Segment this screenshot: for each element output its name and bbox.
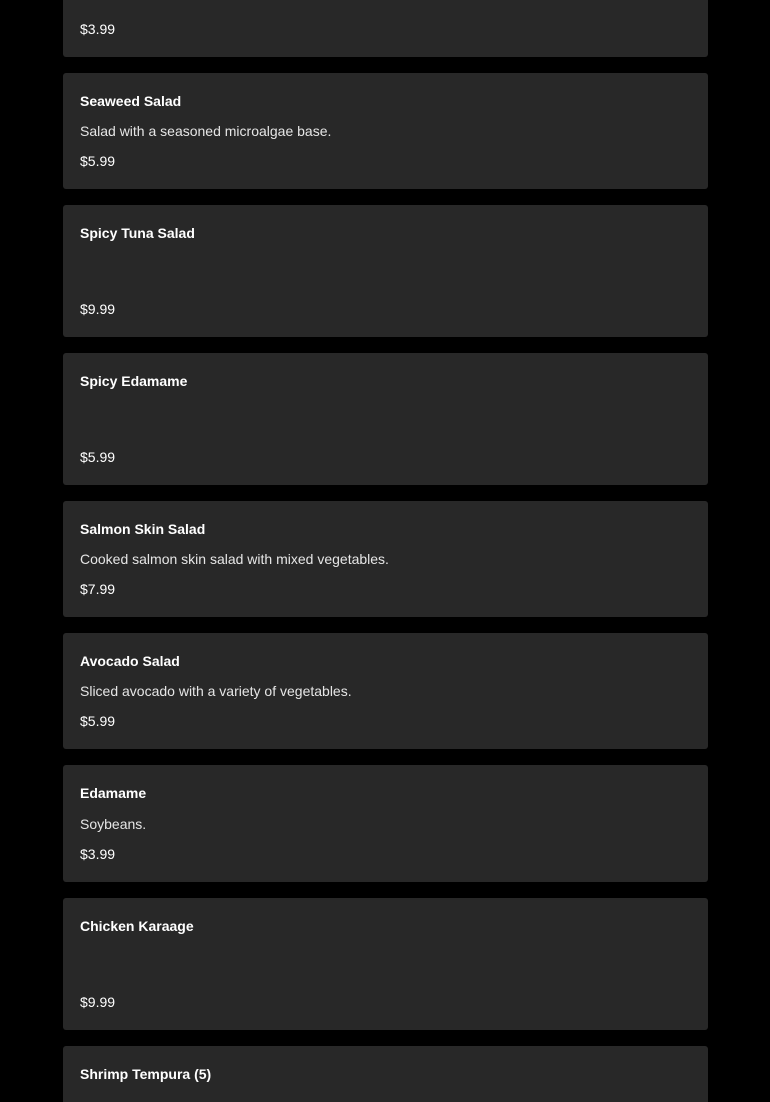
menu-item-name: Chicken Karaage <box>80 918 194 934</box>
menu-item-name: Spicy Edamame <box>80 373 188 389</box>
menu-item-card[interactable] <box>63 898 708 1030</box>
menu-item-name: Salmon Skin Salad <box>80 521 206 537</box>
menu-item-card[interactable] <box>63 633 708 749</box>
menu-item-price: $3.99 <box>80 846 116 862</box>
menu-item-card[interactable] <box>63 205 708 337</box>
menu-item-description: Sliced avocado with a variety of vegetables. <box>80 683 352 699</box>
menu-item-description: Soybeans. <box>80 816 147 832</box>
menu-item-price: $9.99 <box>80 301 116 317</box>
menu-item-card[interactable] <box>63 501 708 617</box>
menu-item-name: Shrimp Tempura (5) <box>80 1066 212 1082</box>
menu-item-description: Cooked salmon skin salad with mixed vegetables. <box>80 551 389 567</box>
menu-item-price: $5.99 <box>80 449 116 465</box>
menu-item-price: $3.99 <box>80 21 116 37</box>
menu-item-price: $5.99 <box>80 153 116 169</box>
menu-item-name: Edamame <box>80 785 147 801</box>
menu-item-name: Spicy Tuna Salad <box>80 225 195 241</box>
menu-item-name: Avocado Salad <box>80 653 180 669</box>
menu-item-card[interactable] <box>63 0 708 57</box>
menu-item-card[interactable] <box>63 353 708 485</box>
menu-item-card[interactable] <box>63 1046 708 1102</box>
menu-item-price: $5.99 <box>80 713 116 729</box>
menu-item-card[interactable] <box>63 765 708 882</box>
menu-item-name: Seaweed Salad <box>80 93 182 109</box>
menu-item-price: $9.99 <box>80 994 116 1010</box>
menu-item-description: Salad with a seasoned microalgae base. <box>80 123 332 139</box>
menu-item-price: $7.99 <box>80 581 116 597</box>
menu-item-card[interactable] <box>63 73 708 189</box>
